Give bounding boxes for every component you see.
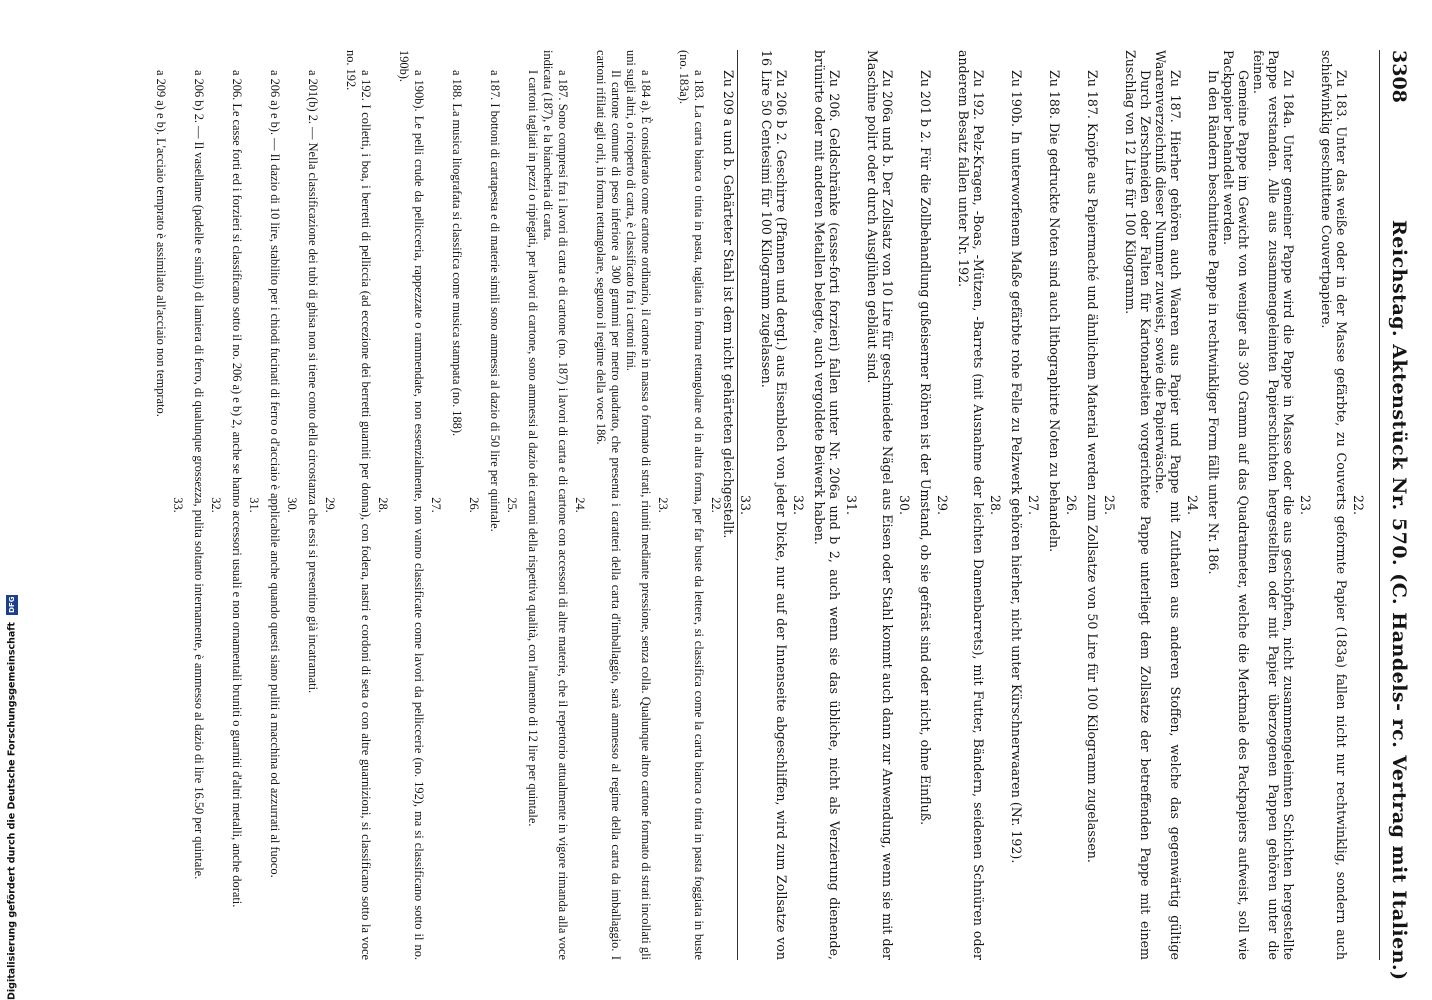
section <box>593 50 670 960</box>
section-number: 32. <box>791 494 806 516</box>
paragraph: a 188. La musica litografata si classifica come musica stampata (no. 188). <box>450 70 464 437</box>
header-rule <box>1379 50 1380 960</box>
section-number: 27. <box>1026 494 1041 516</box>
section <box>812 50 859 960</box>
paragraph: Zu 190b. In unterworfenem Maße gefärbte rohe Felle zu Pelzwerk gehören hierher, nicht unter Kürschnerwaaren (Nr. 192). <box>1009 70 1024 864</box>
section-number: 33. <box>738 494 753 516</box>
section <box>525 50 587 960</box>
dfg-logo: DFG <box>8 596 16 613</box>
section <box>1047 50 1079 960</box>
column-divider <box>737 50 738 960</box>
paragraph: Zu 206 b 2. Geschirre (Pfannen und dergl.) aus Eisenblech von jeder Dicke, nur auf der Innenseite abgeschliffen, wird zum Zollsatze von 16 Lire 50 Centesimi für 100 Kilogramm zugelassen. <box>759 50 789 960</box>
section <box>487 50 519 960</box>
section-number: 25. <box>505 497 519 513</box>
section-number: 24. <box>573 497 587 513</box>
paragraph: a 201(b) 2. — Nella classificazione dei tubi di ghisa non si tiene conto della circostanza che essi si presentino già incatramati. <box>306 70 320 694</box>
section <box>676 50 723 960</box>
paragraph: Zu 206a und b. Der Zollsatz von 10 Lire für geschmiedete Nägel aus Eisen oder Stahl kommt auch dann zur Anwendung, wenn sie mit der Maschine polirt oder durch Ausglühen gebläut sind. <box>865 50 895 960</box>
paragraph: I cartoni tagliati in pezzi o ripiegati, per lavori di cartone, sono ammessi al dazio dei cartoni della rispettiva qualità, con l'aumento di 12 lire per quintale. <box>526 70 540 827</box>
paragraph: Gemeine Pappe im Gewicht von weniger als 300 Gramm auf das Quadratmeter, welche die Merkmale des Packpapiers aufweist, soll wie Packpapier behandelt werden. <box>1221 50 1251 960</box>
paragraph: a 209 a) e b). L'acciaio temprato è assimilato all'acciaio non temprato. <box>154 70 168 417</box>
section-number: 29. <box>323 497 337 513</box>
section <box>759 50 806 960</box>
section <box>1009 50 1041 960</box>
section-number: 31. <box>844 494 859 516</box>
paragraph: Zu 183. Unter das weiße oder in der Masse gefärbte, zu Couverts geformte Papier (183a) fallen nicht nur rechtwinklig, sondern auch schiefwinklig geschnittene Couvertpapiere. <box>1319 50 1349 960</box>
section <box>267 50 299 960</box>
section-number: 25. <box>1102 494 1117 516</box>
paragraph: a 184 a). È considerato come cartone ordinario, il cartone in massa o formato di strati, riuniti mediante pressione, senza colla. Qualunque altro cartone formato di strati incollati gli uni sugli altri, o ricoperto di carta, è classificato fra i cartoni fini. <box>624 50 653 960</box>
section <box>449 50 481 960</box>
paragraph: Zu 206. Geldschränke (casse-forti forzieri) fallen unter Nr. 206a und b 2, auch wenn sie das übliche, nicht als Verzierung dienende, brünirte oder mit anderen Metallen belegte, auch vergoldete Beiwerk haben. <box>812 50 842 960</box>
section-number: 31. <box>247 497 261 513</box>
paragraph: Zu 192. Pelz-Kragen, -Boas, -Mützen, -Barrets (mit Ausnahme der leichten Damenbarrets), mit Futter, Bändern, seidenen Schnüren oder anderem Besatz fallen unter Nr. 192. <box>956 50 986 960</box>
section <box>1085 50 1117 960</box>
page-title: Reichstag. Aktenstück Nr. 570. (C. Handels- rc. Vertrag mit Italien.) <box>1388 220 1410 981</box>
paragraph: In den Rändern beschnittene Pappe in rechtwinkliger Form fällt unter Nr. 186. <box>1206 70 1221 575</box>
paragraph: Zu 187. Knöpfe aus Papiermaché und ähnlichem Material werden zum Zollsatze von 50 Lire für 100 Kilogramm zugelassen. <box>1085 70 1100 863</box>
section-number: 32. <box>209 497 223 513</box>
paragraph: a 192. I colletti, i boa, i berretti di pelliccia (ad eccezione dei berretti guarniti per donna), con fodera, nastri e cordoni di seta o con altre guarnizioni, si classificano sotto la voce no. 192. <box>344 50 373 960</box>
section-number: 22. <box>709 497 723 513</box>
section <box>191 50 223 960</box>
section <box>343 50 390 960</box>
section <box>865 50 912 960</box>
italian-column <box>47 50 727 960</box>
section-number: 26. <box>1064 494 1079 516</box>
section-number: 24. <box>1185 494 1200 516</box>
section-number: 33. <box>171 497 185 513</box>
page-number: 3308 <box>1388 50 1410 103</box>
section-number: 27. <box>429 497 443 513</box>
paragraph: Zu 201 b 2. Für die Zollbehandlung gußeiserner Röhren ist der Umstand, ob sie gefräst sind oder nicht, ohne Einfluß. <box>918 70 933 826</box>
paragraph: a 206. Le casse forti ed i forzieri si classificano sotto il no. 206 a) e b) 2, anche se hanno accessori usuali e non ornamentali bruniti o guarniti d'altri metalli, anche dorati. <box>230 70 244 908</box>
section-number: 23. <box>656 497 670 513</box>
section <box>396 50 443 960</box>
section-number: 30. <box>285 497 299 513</box>
section <box>1319 50 1366 960</box>
paragraph: Zu 209 a und b. Gehärteter Stahl ist dem nicht gehärteten gleichgestellt. <box>721 70 736 539</box>
section <box>1123 50 1200 960</box>
german-column <box>721 50 1370 960</box>
section-number: 26. <box>467 497 481 513</box>
section-number: 30. <box>897 494 912 516</box>
section <box>918 50 950 960</box>
paragraph: a 183. La carta bianca o tinta in pasta, tagliata in forma rettangolare od in altra forma, per far buste da lettere, si classifica come la carta bianca o tinta in pasta foggiata in buste (no. 183a). <box>677 50 706 960</box>
credit-text: Digitalisierung gefördert durch die Deutsche Forschungsgemeinschaft <box>6 622 18 1000</box>
section-number: 23. <box>1298 494 1313 516</box>
paragraph: a 187. I bottoni di cartapesta e di materie simili sono ammessi al dazio di 50 lire per quintale. <box>488 70 502 532</box>
section-number: 28. <box>376 497 390 513</box>
paragraph: a 190b). Le pelli crude da pellicceria, rappezzate o rammendate, non essenzialmente, non vanno classificate come lavori da pelliccerie (no. 192), ma si classificano sotto il no. 190b). <box>397 50 426 960</box>
section <box>229 50 261 960</box>
digitization-credit <box>6 0 18 1000</box>
paragraph: a 206 a) e b). — Il dazio di 10 lire, stabilito per i chiodi fucinati di ferro o d'acciaio è applicabile anche quando questi siano puliti a macchina od azzurrati al fuoco. <box>268 70 282 878</box>
paragraph: Zu 187. Hierher gehören auch Waaren aus Papier und Pappe mit Zuthaten aus anderen Stoffen, welche das gegenwärtig gültige Waarenverzeichniß dieser Nummer zuweist, sowie die Papierwäsche. <box>1153 50 1183 960</box>
section-number: 28. <box>988 494 1003 516</box>
paragraph: Il cartone comune di peso inferiore a 300 grammi per metro quadrato, che presenta i caratteri della carta d'imballaggio, sarà ammesso al regime della carta da imballaggio. I cartoni rifilati agli orli, in forma rettangolare, seguono il regime della voce 186. <box>594 50 623 960</box>
paragraph: Zu 188. Die gedruckte Noten sind auch lithographirte Noten zu behandeln. <box>1047 70 1062 553</box>
section-number: 29. <box>935 494 950 516</box>
paragraph: Zu 184a. Unter gemeiner Pappe wird die Pappe in Masse oder die aus geschöpften, nicht zusammengeleimten Schichten hergestellte Pappe verstanden. Alle aus zusammengeleimten Papierschichten hergestellten oder mit Papier überzogenen Pappen gehören unter die feinen. <box>1251 50 1296 960</box>
section <box>305 50 337 960</box>
paragraph: Durch Zerschneiden oder Falten für Kartonarbeiten vorgerichtete Pappe unterliegt dem Zollsatze der betreffenden Pappe mit einem Zuschlag von 12 Lire für 100 Kilogramm. <box>1123 50 1153 960</box>
paragraph: a 187. Sono compresi fra i lavori di carta e di cartone (no. 187) i lavori di carta e di cartone con accessori di altre materie, che il repertorio attualmente in vigore rimanda alla voce indicata (187), e la biancheria di carta. <box>541 50 570 960</box>
section <box>1206 50 1313 960</box>
paragraph: a 206 b) 2. — Il vasellame (padelle e simili) di lamiera di ferro, di qualunque grossezza, pulita soltanto internamente, è ammesso al dazio di lire 16.50 per quintale. <box>192 70 206 880</box>
section <box>956 50 1003 960</box>
section <box>153 50 185 960</box>
section-number: 22. <box>1351 494 1366 516</box>
